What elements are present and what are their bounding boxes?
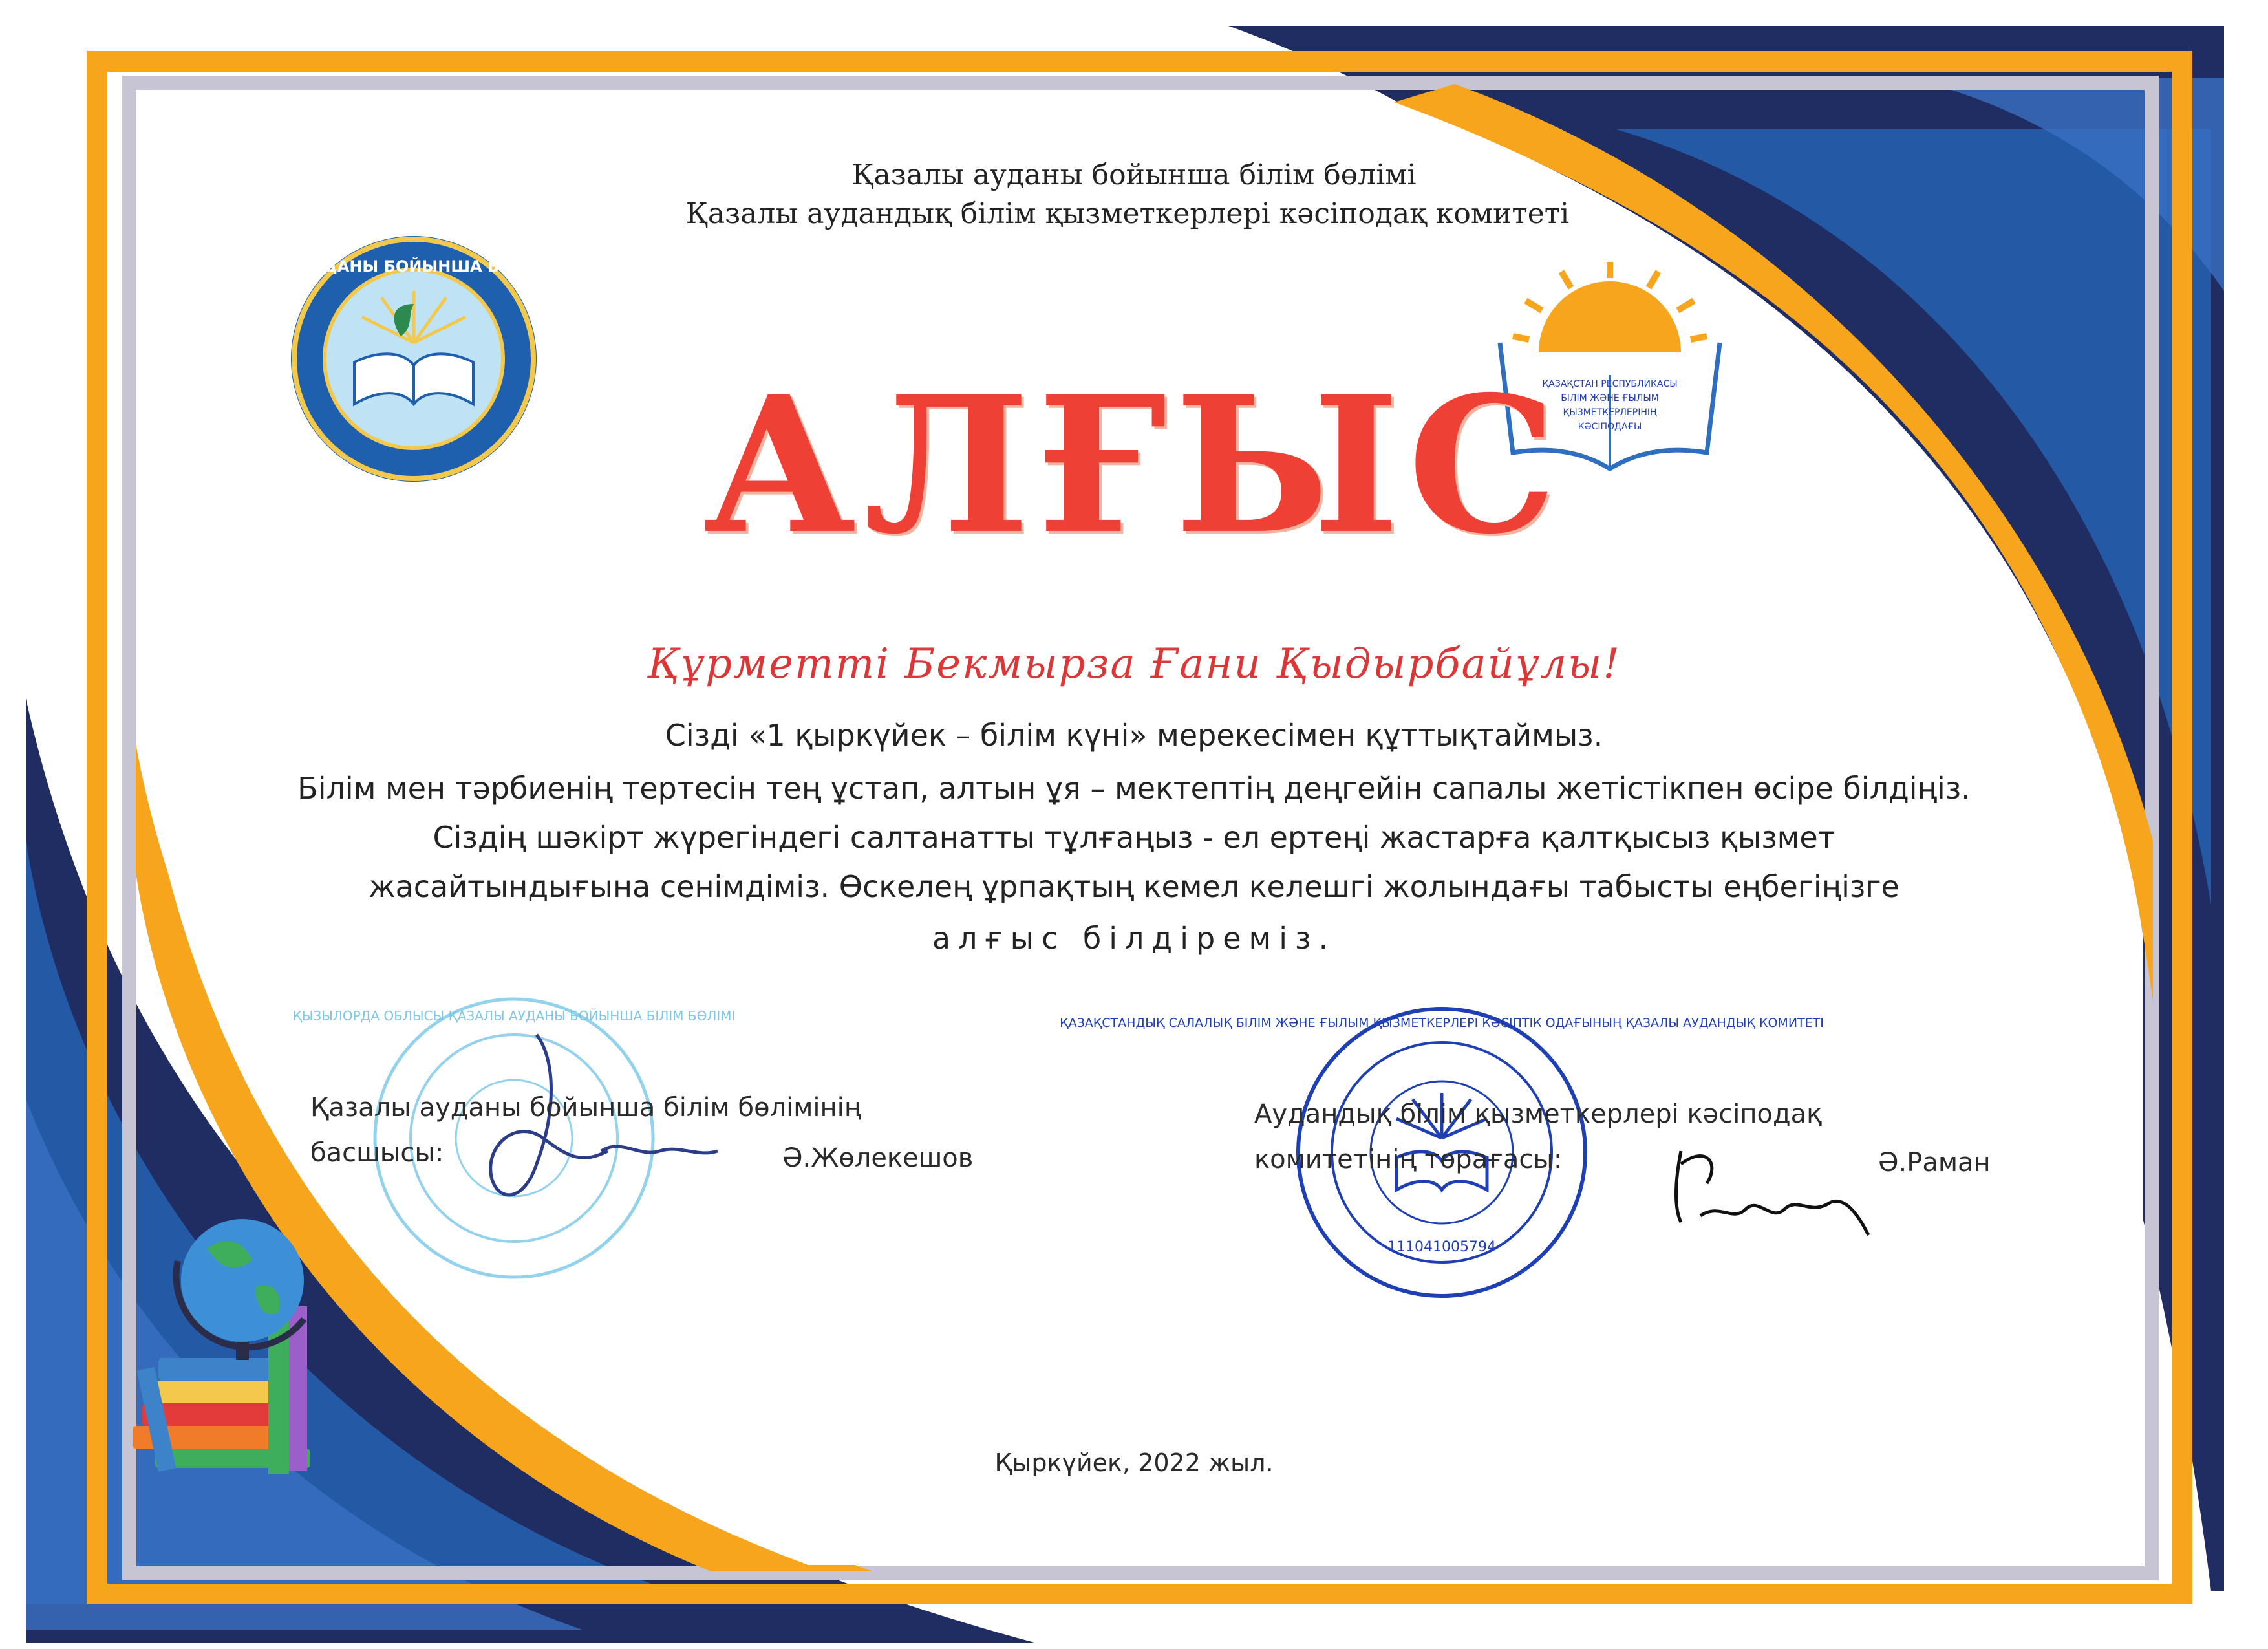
body-line-3: Сіздің шәкірт жүрегіндегі салтанатты тұлғаңыз - ел ертеңі жастарға қалтқысыз қызмет xyxy=(433,820,1835,855)
left-stamp-text: ҚЫЗЫЛОРДА ОБЛЫСЫ ҚАЗАЛЫ АУДАНЫ БОЙЫНША БІЛІМ БӨЛІМІ xyxy=(292,1008,736,1024)
right-stamp-number: 111041005794 xyxy=(1387,1239,1496,1255)
right-signatory-position: Аудандық білім қызметкерлері кәсіподақ xyxy=(1254,1099,1823,1129)
globe-icon xyxy=(176,1219,304,1360)
left-signatory-position: Қазалы ауданы бойынша білім бөлімінің xyxy=(310,1093,862,1123)
emblem-line-4: КӘСІПОДАҒЫ xyxy=(1578,422,1642,432)
emblem-line-1: ҚАЗАҚСТАН РЕСПУБЛИКАСЫ xyxy=(1542,379,1678,389)
header-line-2: Қазалы аудандық білім қызметкерлері кәсіподақ комитеті xyxy=(685,197,1570,230)
issue-date: Қыркүйек, 2022 жыл. xyxy=(994,1449,1274,1477)
certificate-title: АЛҒЫС xyxy=(703,356,1565,576)
header-line-1: Қазалы ауданы бойынша білім бөлімі xyxy=(851,158,1417,191)
right-stamp-text: ҚАЗАҚСТАНДЫҚ САЛАЛЫҚ БІЛІМ ЖӘНЕ ҒЫЛЫМ ҚЫЗМЕТКЕРЛЕРІ КӘСІПТІК ОДАҒЫНЫҢ ҚАЗАЛЫ АУДАНДЫҚ КОМИТЕТІ xyxy=(1060,1016,1824,1030)
body-line-2: Білім мен тәрбиенің тертесін тең ұстап, алтын ұя – мектептің деңгейін сапалы жетістікпен өсіре білдіңіз. xyxy=(297,771,1971,806)
emblem-line-3: ҚЫЗМЕТКЕРЛЕРІНІҢ xyxy=(1563,407,1657,418)
right-signatory-name: Ә.Раман xyxy=(1878,1148,1991,1178)
recipient-salutation: Құрметті Бекмырза Ғани Қыдырбайұлы! xyxy=(647,640,1621,688)
emblem-line-2: БІЛІМ ЖӘНЕ ҒЫЛЫМ xyxy=(1561,393,1659,404)
body-line-1: Сізді «1 қыркүйек – білім күні» мерекесімен құттықтаймыз. xyxy=(665,718,1603,753)
body-line-4: жасайтындығына сенімдіміз. Өскелең ұрпақтың кемел келешгі жолындағы табысты еңбегіңізге xyxy=(369,869,1899,904)
left-signatory-name: Ә.Жөлекешов xyxy=(782,1143,974,1173)
left-signatory-title: басшысы: xyxy=(310,1138,444,1168)
body-line-5: алғыс білдіреміз. xyxy=(932,921,1336,956)
right-signatory-title: комитетінің төрағасы: xyxy=(1254,1145,1563,1174)
emblem-ring-text: ҚАЗАЛЫ АУДАНЫ БОЙЫНША БІЛІМ БӨЛІМІ xyxy=(218,257,610,275)
